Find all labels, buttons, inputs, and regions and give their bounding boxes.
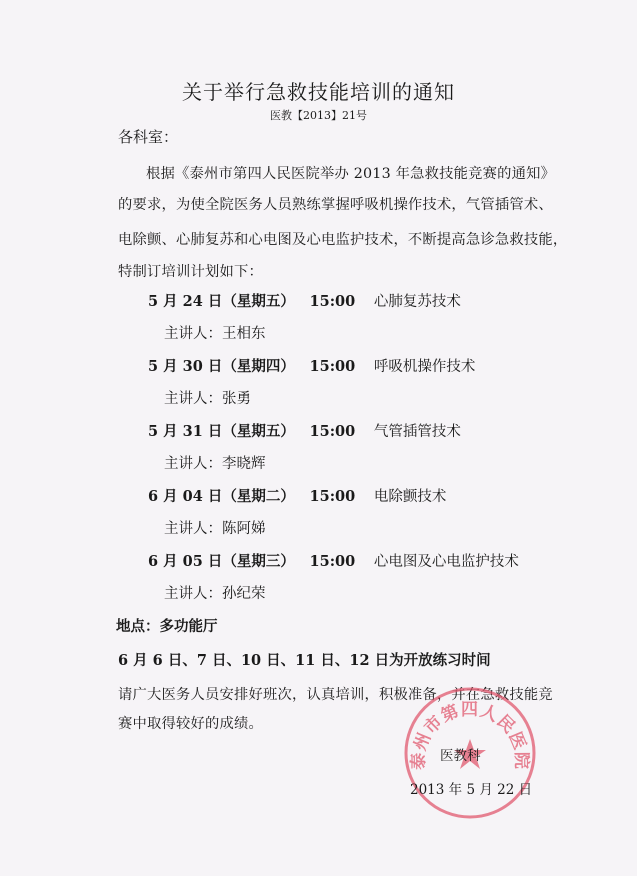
intro-line: 电除颤、心肺复苏和心电图及心电监护技术，不断提高急诊急救技能， — [118, 232, 568, 248]
issuing-department: 医教科 — [440, 748, 481, 764]
intro-line: 特制订培训计划如下： — [118, 264, 263, 280]
schedule-date: 6 月 04 日（星期二） — [148, 488, 295, 505]
location: 地点：多功能厅 — [116, 618, 218, 635]
schedule-speaker: 主讲人：孙纪荣 — [164, 586, 266, 602]
schedule-topic: 呼吸机操作技术 — [373, 359, 476, 375]
practice-time: 6 月 6 日、7 日、10 日、11 日、12 日为开放练习时间 — [118, 652, 491, 669]
schedule-date: 5 月 24 日（星期五） — [148, 293, 295, 310]
schedule-time: 15:00 — [309, 358, 356, 375]
schedule-speaker: 主讲人：李晓辉 — [164, 456, 266, 472]
schedule-topic: 心肺复苏技术 — [373, 294, 461, 310]
schedule-item — [148, 290, 461, 311]
schedule-item — [148, 420, 461, 441]
schedule-time: 15:00 — [309, 423, 356, 440]
intro-line: 根据《泰州市第四人民医院举办 2013 年急救技能竞赛的通知》 — [146, 166, 556, 182]
schedule-date: 6 月 05 日（星期三） — [148, 553, 295, 570]
intro-line: 的要求，为使全院医务人员熟练掌握呼吸机操作技术，气管插管术、 — [118, 197, 553, 213]
schedule-item — [148, 550, 519, 571]
schedule-date: 5 月 31 日（星期五） — [148, 423, 295, 440]
schedule-item — [148, 355, 475, 376]
salutation: 各科室： — [118, 128, 179, 146]
schedule-speaker: 主讲人：张勇 — [164, 391, 251, 407]
schedule-time: 15:00 — [309, 553, 356, 570]
schedule-speaker: 主讲人：陈阿娣 — [164, 521, 266, 537]
closing-line: 请广大医务人员安排好班次，认真培训，积极准备，并在急救技能竞 — [118, 687, 553, 703]
document-title: 关于举行急救技能培训的通知 — [182, 80, 455, 104]
schedule-date: 5 月 30 日（星期四） — [148, 358, 295, 375]
schedule-speaker: 主讲人：王相东 — [164, 326, 266, 342]
issue-date: 2013 年 5 月 22 日 — [410, 782, 533, 798]
schedule-time: 15:00 — [309, 488, 356, 505]
schedule-topic: 电除颤技术 — [373, 489, 447, 505]
schedule-item — [148, 485, 446, 506]
svg-text:泰州市第四人民医院: 泰州市第四人民医院 — [408, 700, 532, 770]
schedule-time: 15:00 — [309, 293, 356, 310]
closing-line: 赛中取得较好的成绩。 — [118, 716, 263, 732]
schedule-topic: 心电图及心电监护技术 — [373, 554, 519, 570]
document-number: 医教【2013】21号 — [270, 109, 367, 122]
schedule-topic: 气管插管技术 — [373, 424, 461, 440]
